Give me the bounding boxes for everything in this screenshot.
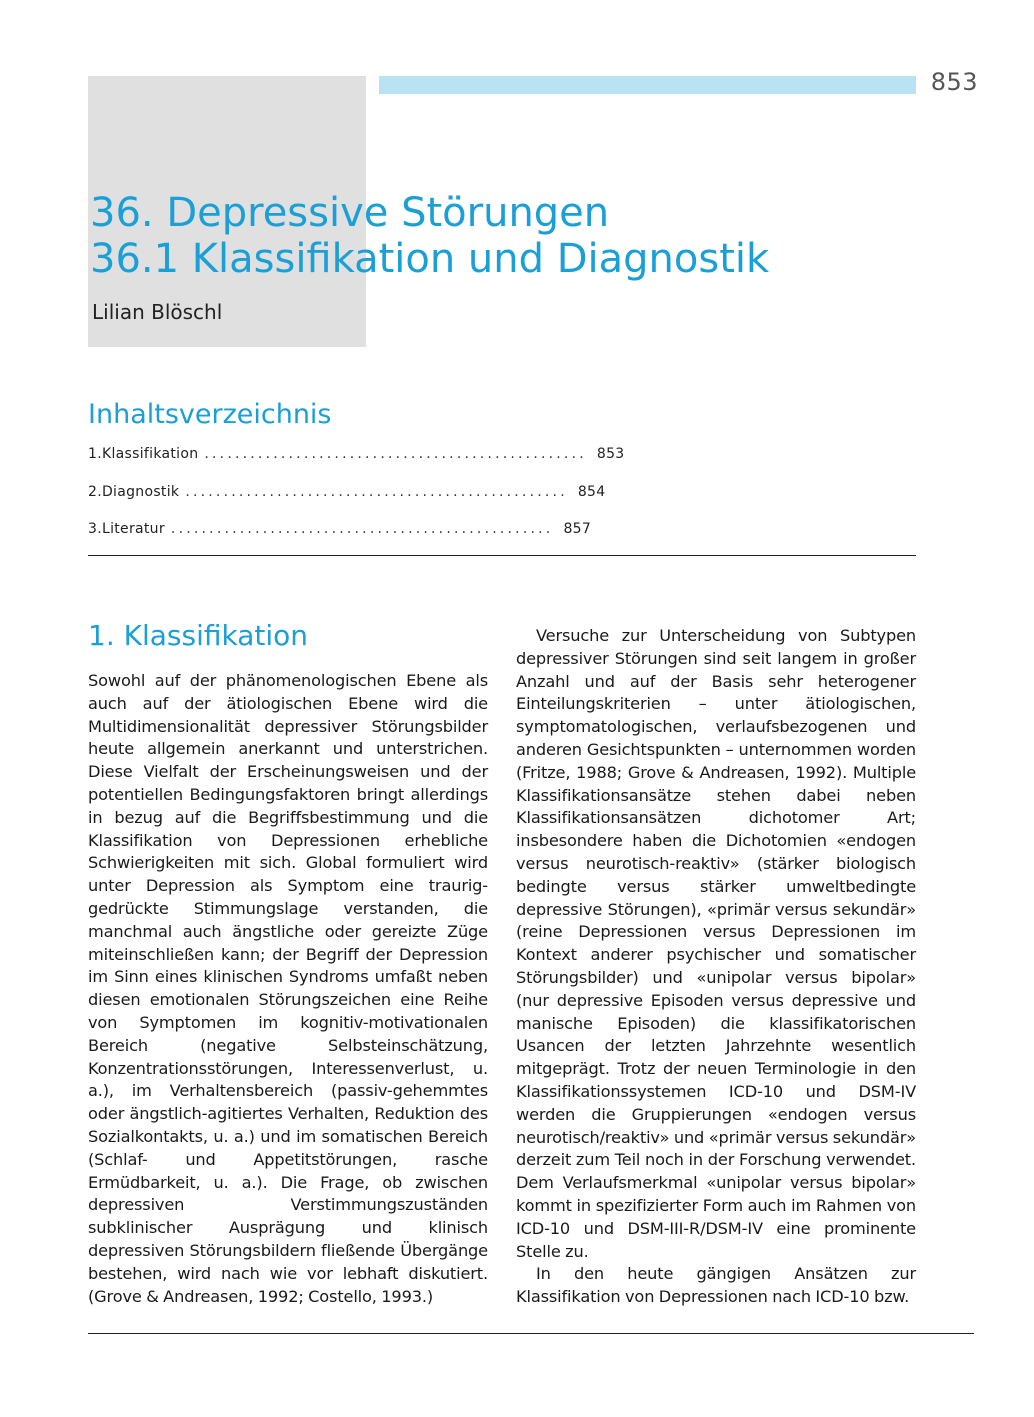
toc-entry-number: 3. <box>88 521 102 537</box>
toc-entry-label: Klassifikation <box>101 446 199 462</box>
section-heading: 1. Klassifikation <box>88 619 309 652</box>
toc-entry-label: Literatur <box>101 521 165 537</box>
toc-entry-number: 1. <box>88 446 102 462</box>
body-paragraph: Versuche zur Unterscheidung von Subtypen depressiver Störungen sind seit langem in großer Anzahl und auf der Basis sehr heterogener Einteilungskriterien – unter ätiologischen, symptomatologischen, verlaufsbezogenen und anderen Gesichtspunkten – unternommen worden (Fritze, 1988; Grove & Andreasen, 1992). Multiple Klassifikationsansätze stehen dabei neben Klassifikationsansätzen dichotomer Art; insbesondere haben die Dichotomien «endogen versus neurotisch-reaktiv» (stärker biologisch bedingte versus stärker umweltbedingte depressive Störungen), «primär versus sekundär» (reine Depressionen versus Depressionen im Kontext anderer psychischer und somatischer Störungsbilder) und «unipolar versus bipolar» (nur depressive Episoden versus depressive und manische Episoden) die klassifikatorischen Usancen der letzten Jahrzehnte wesentlich mitgeprägt. Trotz der neuen Terminologie in den Klassifikationssystemen ICD-10 und DSM-IV werden die Gruppierungen «endogen versus neurotisch/reaktiv» und «primär versus sekundär» derzeit zum Teil noch in der Forschung verwendet. Dem Verlaufsmerkmal «unipolar versus bipolar» kommt in spezifizierter Form auch im Rahmen von ICD-10 und DSM-III-R/DSM-IV eine prominente Stelle zu. <box>516 626 916 1261</box>
toc-entry-diagnostik[interactable] <box>88 483 606 522</box>
toc-leader-dots: .................................................. <box>204 446 587 462</box>
toc-entry-literatur[interactable] <box>88 521 592 559</box>
table-of-contents <box>88 446 625 559</box>
toc-leader-dots: .................................................. <box>170 521 554 537</box>
page-number: 853 <box>930 68 978 96</box>
toc-entry-number: 2. <box>88 483 102 500</box>
chapter-title-line-2: 36.1 Klassifikation und Diagnostik <box>90 236 770 282</box>
footer-divider <box>88 1333 974 1334</box>
author-name: Lilian Blöschl <box>92 300 223 324</box>
toc-leader-dots: .................................................. <box>185 483 568 500</box>
body-paragraph: Sowohl auf der phänomenologischen Ebene als auch auf der ätiologischen Ebene wird die Multidimensionalität depressiver Störungsbilder heute allgemein anerkannt und unterstrichen. Diese Vielfalt der Erscheinungsweisen und der potentiellen Bedingungsfaktoren bringt allerdings in bezug auf die Begriffsbestimmung und die Klassifikation von Depressionen erhebliche Schwierigkeiten mit sich. Global formuliert wird unter Depression als Symptom eine traurig-gedrückte Stimmungslage verstanden, die manchmal auch ängstliche oder gereizte Züge miteinschließen kann; der Begriff der Depression im Sinn eines klinischen Syndroms umfaßt neben diesen emotionalen Störungszeichen eine Reihe von Symptomen im kognitiv-motivationalen Bereich (negative Selbsteinschätzung, Konzentrationsstörungen, Interessenverlust, u. a.), im Verhaltensbereich (passiv-gehemmtes oder ängstlich-agitiertes Verhalten, Reduktion des Sozialkontakts, u. a.) und im somatischen Bereich (Schlaf- und Appetitstörungen, rasche Ermüdbarkeit, u. a.). Die Frage, ob zwischen depressiven Verstimmungszuständen subklinischer Ausprägung und klinisch depressiven Störungsbildern fließende Übergänge bestehen, wird nach wie vor lebhaft diskutiert. (Grove & Andreasen, 1992; Costello, 1993.) <box>88 671 488 1306</box>
toc-divider <box>88 555 916 556</box>
left-column <box>88 670 488 1308</box>
chapter-title-line-1: 36. Depressive Störungen <box>90 190 610 236</box>
toc-entry-page: 857 <box>563 521 592 537</box>
header-accent-bar <box>379 76 916 94</box>
toc-entry-klassifikation[interactable] <box>88 446 625 484</box>
right-column <box>516 625 916 1309</box>
body-paragraph: In den heute gängigen Ansätzen zur Klassifikation von Depressionen nach ICD-10 bzw. <box>516 1264 916 1307</box>
chapter-title <box>90 190 769 282</box>
toc-entry-page: 853 <box>596 446 625 462</box>
toc-entry-label: Diagnostik <box>101 483 180 500</box>
toc-heading: Inhaltsverzeichnis <box>88 399 332 430</box>
toc-entry-page: 854 <box>577 483 606 500</box>
